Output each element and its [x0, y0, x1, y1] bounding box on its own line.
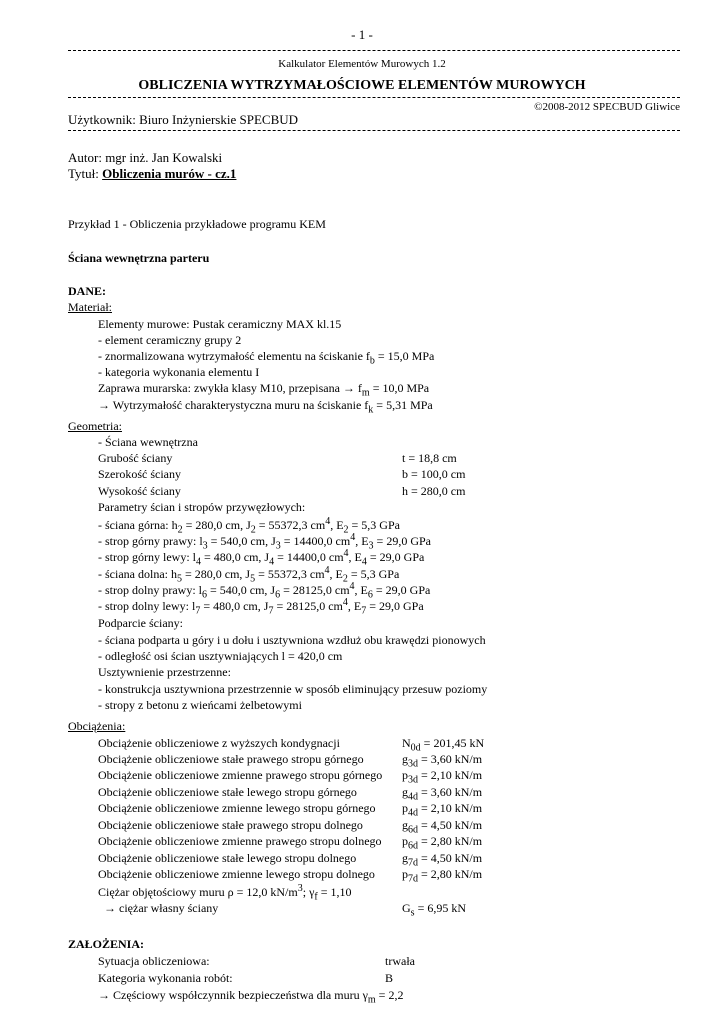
- mortar-sub: m: [361, 387, 370, 399]
- param-text: , E: [330, 518, 344, 532]
- param-text: = 540,0 cm, J: [207, 583, 276, 597]
- density-text: = 1,10: [317, 885, 352, 899]
- geometry-label: Grubość ściany: [98, 451, 173, 465]
- selfweight-label: → ciężar własny ściany: [104, 901, 219, 915]
- load-value: [402, 834, 482, 851]
- assumption-label: Kategoria wykonania robót:: [98, 971, 233, 985]
- param-text: , E: [347, 599, 362, 613]
- param-text: = 540,0 cm, J: [207, 534, 276, 548]
- load-number: = 3,60 kN/m: [418, 785, 483, 799]
- param-text: , E: [355, 534, 369, 548]
- load-number: = 4,50 kN/m: [418, 818, 483, 832]
- bracing-line: - konstrukcja usztywniona przestrzennie w sposób eliminujący przesuw poziomy: [98, 682, 488, 696]
- load-symbol: p: [402, 768, 408, 782]
- divider: [68, 97, 680, 98]
- load-value: [402, 867, 482, 884]
- gamma-line: [98, 988, 403, 1005]
- user-line: Użytkownik: Biuro Inżynierskie SPECBUD: [68, 112, 299, 127]
- param-sub: 7: [268, 605, 274, 617]
- subject-label: Tytuł:: [68, 166, 99, 181]
- param-text: - ściana dolna: h: [98, 567, 177, 581]
- param-sup: 4: [343, 548, 349, 559]
- param-text: = 55372,3 cm: [255, 567, 325, 581]
- material-mortar: [98, 381, 429, 398]
- gamma-text: → Częściowy współczynnik bezpieczeństwa dla muru γ: [98, 988, 368, 1002]
- load-sub: 3d: [408, 758, 418, 770]
- selfweight-value: [402, 901, 466, 918]
- param-sup: 4: [342, 597, 348, 608]
- param-text: = 480,0 cm, J: [201, 550, 270, 564]
- load-sub: 0d: [410, 742, 421, 754]
- param-text: - strop dolny prawy: l: [98, 583, 202, 597]
- geometry-value: t = 18,8 cm: [402, 451, 457, 465]
- param-sub: 4: [269, 556, 275, 568]
- load-label: Obciążenie obliczeniowe stałe prawego stropu dolnego: [98, 818, 363, 832]
- geometry-label: Wysokość ściany: [98, 484, 181, 498]
- load-number: = 4,50 kN/m: [418, 851, 483, 865]
- divider: [68, 50, 680, 51]
- param-sub: 5: [250, 573, 256, 585]
- intro: Przykład 1 - Obliczenia przykładowe programu KEM: [68, 217, 326, 231]
- density-line: [98, 883, 352, 902]
- param-sub: 7: [195, 605, 201, 617]
- param-text: , E: [354, 583, 368, 597]
- geometry-label: Szerokość ściany: [98, 467, 181, 481]
- assumptions-heading: ZAŁOŻENIA:: [68, 937, 145, 951]
- param-text: - strop dolny lewy: l: [98, 599, 196, 613]
- params-heading: Parametry ścian i stropów przywęzłowych:: [98, 500, 306, 514]
- param-sup: 4: [324, 565, 330, 576]
- load-label: Obciążenie obliczeniowe zmienne lewego stropu dolnego: [98, 867, 375, 881]
- param-text: = 5,3 GPa: [347, 567, 400, 581]
- assumption-value: B: [385, 971, 394, 985]
- load-number: = 2,10 kN/m: [418, 801, 483, 815]
- load-value: [402, 752, 482, 769]
- load-symbol: p: [402, 867, 408, 881]
- param-text: - strop górny prawy: l: [98, 534, 203, 548]
- load-symbol: g: [402, 818, 408, 832]
- load-label: Obciążenie obliczeniowe zmienne prawego stropu dolnego: [98, 834, 382, 848]
- load-sub: 7d: [408, 857, 418, 869]
- load-symbol: N: [402, 736, 411, 750]
- param-text: , E: [329, 567, 343, 581]
- load-label: Obciążenie obliczeniowe zmienne lewego stropu górnego: [98, 801, 376, 815]
- load-value: [402, 801, 482, 818]
- param-text: = 280,0 cm, J: [182, 518, 251, 532]
- material-fb: [98, 349, 434, 366]
- param-text: = 29,0 GPa: [373, 534, 431, 548]
- param-sub: 2: [177, 524, 183, 536]
- param-sub: 3: [275, 540, 281, 552]
- material-fk: [98, 398, 433, 415]
- fk-value: = 5,31 MPa: [373, 398, 433, 412]
- load-value: [402, 785, 482, 802]
- density-text: ; γ: [302, 885, 315, 899]
- subject-value: Obliczenia murów - cz.1: [102, 166, 237, 181]
- param-sub: 2: [342, 573, 348, 585]
- param-text: = 480,0 cm, J: [200, 599, 269, 613]
- param-text: = 14400,0 cm: [280, 534, 351, 548]
- param-text: - ściana górna: h: [98, 518, 178, 532]
- param-sup: 4: [349, 581, 355, 592]
- param-sub: 6: [202, 589, 207, 601]
- param-text: = 29,0 GPa: [366, 599, 424, 613]
- assumption-label: Sytuacja obliczeniowa:: [98, 954, 210, 968]
- fb-sub: b: [369, 355, 375, 367]
- bracing-heading: Usztywnienie przestrzenne:: [98, 665, 231, 679]
- load-symbol: g: [402, 851, 408, 865]
- param-text: = 55372,3 cm: [255, 518, 326, 532]
- fb-value: = 15,0 MPa: [374, 349, 435, 363]
- param-sub: 2: [250, 524, 256, 536]
- load-sub: 3d: [408, 774, 418, 786]
- param-text: = 28125,0 cm: [273, 599, 343, 613]
- load-sub: 4d: [408, 807, 418, 819]
- loads-heading: Obciążenia:: [68, 719, 126, 733]
- wall-title: Ściana wewnętrzna parteru: [68, 251, 210, 265]
- mortar-text: Zaprawa murarska: zwykła klasy M10, przepisana → f: [98, 381, 362, 395]
- param-text: = 5,3 GPa: [348, 518, 400, 532]
- param-sub: 5: [176, 573, 182, 585]
- load-value: [402, 851, 482, 868]
- gamma-value: = 2,2: [375, 988, 404, 1002]
- geometry-wall: - Ściana wewnętrzna: [98, 435, 198, 449]
- load-number: = 2,80 kN/m: [418, 867, 483, 881]
- load-number: = 201,45 kN: [420, 736, 485, 750]
- load-label: Obciążenie obliczeniowe stałe lewego stropu dolnego: [98, 851, 357, 865]
- load-label: Obciążenie obliczeniowe zmienne prawego stropu górnego: [98, 768, 383, 782]
- fk-sub: k: [368, 404, 374, 416]
- param-text: , E: [348, 550, 362, 564]
- support-heading: Podparcie ściany:: [98, 616, 183, 630]
- gamma-sub: m: [367, 994, 376, 1006]
- load-number: = 2,80 kN/m: [418, 834, 483, 848]
- mortar-value: = 10,0 MPa: [369, 381, 430, 395]
- param-sub: 4: [361, 556, 367, 568]
- subject-line: [68, 166, 236, 182]
- load-sub: 4d: [408, 791, 418, 803]
- load-label: Obciążenie obliczeniowe stałe lewego stropu górnego: [98, 785, 357, 799]
- param-sub: 7: [361, 605, 367, 617]
- geometry-value: b = 100,0 cm: [402, 467, 466, 481]
- param-text: = 280,0 cm, J: [181, 567, 251, 581]
- author: Autor: mgr inż. Jan Kowalski: [68, 150, 223, 165]
- material-group: - element ceramiczny grupy 2: [98, 333, 242, 347]
- param-sup: 4: [350, 532, 356, 543]
- support-line: - odległość osi ścian usztywniających l = 420,0 cm: [98, 649, 343, 663]
- selfweight-number: = 6,95 kN: [414, 901, 467, 915]
- material-category: - kategoria wykonania elementu I: [98, 365, 260, 379]
- geometry-heading: Geometria:: [68, 419, 122, 433]
- param-sub: 6: [367, 589, 373, 601]
- density-text: Ciężar objętościowy muru ρ = 12,0 kN/m: [98, 885, 298, 899]
- load-symbol: g: [402, 785, 408, 799]
- param-sub: 3: [368, 540, 374, 552]
- load-symbol: p: [402, 834, 408, 848]
- fb-text: - znormalizowana wytrzymałość elementu na ściskanie f: [98, 349, 370, 363]
- load-label: Obciążenie obliczeniowe z wyższych kondygnacji: [98, 736, 340, 750]
- copyright: ©2008-2012 SPECBUD Gliwice: [534, 101, 680, 113]
- param-sub: 2: [343, 524, 349, 536]
- param-text: = 29,0 GPa: [372, 583, 431, 597]
- fk-text: → Wytrzymałość charakterystyczna muru na ściskanie f: [98, 398, 369, 412]
- document-title: OBLICZENIA WYTRZYMAŁOŚCIOWE ELEMENTÓW MUROWYCH: [138, 78, 586, 93]
- assumption-value: trwała: [385, 954, 415, 968]
- density-sub: f: [314, 891, 318, 903]
- load-sub: 6d: [408, 824, 418, 836]
- param-text: = 29,0 GPa: [366, 550, 425, 564]
- load-sub: 7d: [408, 873, 418, 885]
- param-sub: 4: [196, 556, 201, 568]
- param-sub: 3: [202, 540, 208, 552]
- support-line: - ściana podparta u góry i u dołu i usztywniona wzdłuż obu krawędzi pionowych: [98, 633, 486, 647]
- material-elements: Elementy murowe: Pustak ceramiczny MAX kl.15: [98, 317, 342, 331]
- load-symbol: p: [402, 801, 408, 815]
- selfweight-sub: s: [410, 907, 415, 919]
- load-label: Obciążenie obliczeniowe stałe prawego stropu górnego: [98, 752, 364, 766]
- load-value: [402, 818, 482, 835]
- param-text: = 28125,0 cm: [280, 583, 350, 597]
- load-number: = 2,10 kN/m: [418, 768, 483, 782]
- load-symbol: g: [402, 752, 408, 766]
- load-sub: 6d: [408, 840, 418, 852]
- param-text: - strop górny lewy: l: [98, 550, 196, 564]
- program-name: Kalkulator Elementów Murowych 1.2: [278, 58, 446, 70]
- load-value: [402, 768, 482, 785]
- selfweight-symbol: G: [402, 901, 411, 915]
- dane-heading: DANE:: [68, 284, 106, 298]
- load-number: = 3,60 kN/m: [418, 752, 483, 766]
- param-sub: 6: [275, 589, 281, 601]
- page-number: - 1 -: [351, 27, 373, 42]
- load-value: [402, 736, 484, 753]
- param-sup: 4: [325, 516, 331, 527]
- density-sup: 3: [297, 883, 303, 894]
- geometry-value: h = 280,0 cm: [402, 484, 466, 498]
- param-text: = 14400,0 cm: [274, 550, 344, 564]
- bracing-line: - stropy z betonu z wieńcami żelbetowymi: [98, 698, 302, 712]
- material-heading: Materiał:: [68, 300, 112, 314]
- param-row: [98, 597, 424, 616]
- divider: [68, 130, 680, 131]
